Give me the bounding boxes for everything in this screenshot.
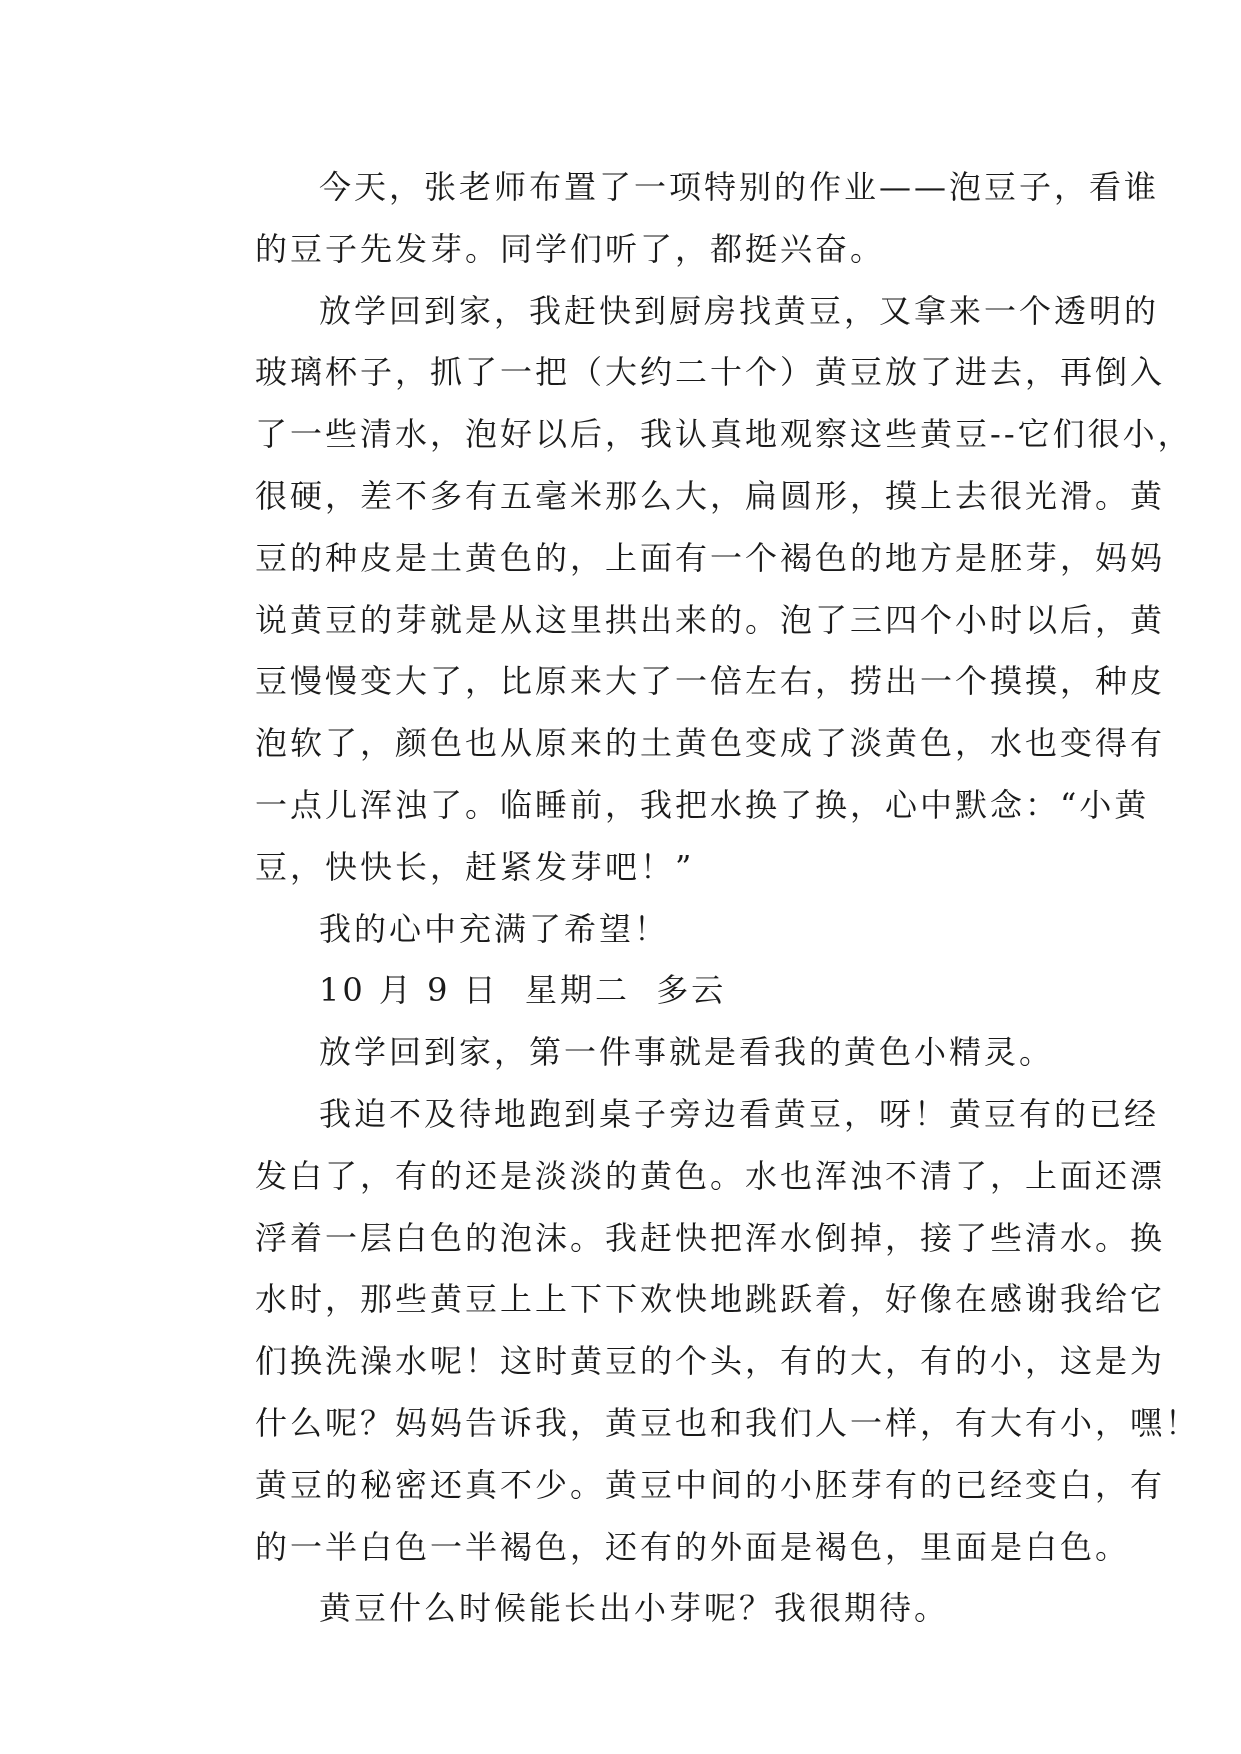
- text-line: 我迫不及待地跑到桌子旁边看黄豆，呀！黄豆有的已经: [319, 1094, 1160, 1133]
- paragraph-observation: [191, 1084, 1201, 1578]
- text-line: 豆的种皮是土黄色的，上面有一个褐色的地方是胚芽，妈妈: [255, 538, 1166, 577]
- text-line: 放学回到家，第一件事就是看我的黄色小精灵。: [319, 1033, 1055, 1072]
- date-heading: [191, 960, 1051, 1022]
- text-line: 说黄豆的芽就是从这里拱出来的。泡了三四个小时以后，黄: [255, 600, 1166, 639]
- paragraph-after-school: [191, 1022, 1055, 1084]
- date-heading-text: 10 月 9 日 星期二 多云: [319, 971, 727, 1010]
- text-line: 豆，快快长，赶紧发芽吧！”: [255, 847, 695, 886]
- text-line: 了一些清水，泡好以后，我认真地观察这些黄豆--它们很小，: [255, 415, 1193, 454]
- text-line: 浮着一层白色的泡沫。我赶快把浑水倒掉，接了些清水。换: [255, 1218, 1166, 1257]
- paragraph-homework-intro: [191, 157, 1160, 281]
- text-line: 们换洗澡水呢！这时黄豆的个头，有的大，有的小，这是为: [255, 1342, 1166, 1381]
- text-line: 什么呢？妈妈告诉我，黄豆也和我们人一样，有大有小，嘿！: [255, 1403, 1201, 1442]
- text-line: 泡软了，颜色也从原来的土黄色变成了淡黄色，水也变得有: [255, 724, 1166, 763]
- text-line: 黄豆的秘密还真不少。黄豆中间的小胚芽有的已经变白，有: [255, 1465, 1166, 1504]
- text-line: 豆慢慢变大了，比原来大了一倍左右，捞出一个摸摸，种皮: [255, 662, 1166, 701]
- text-line: 发白了，有的还是淡淡的黄色。水也浑浊不清了，上面还漂: [255, 1156, 1166, 1195]
- text-line: 一点儿浑浊了。临睡前，我把水换了换，心中默念：“小黄: [255, 785, 1150, 824]
- text-line: 玻璃杯子，抓了一把（大约二十个）黄豆放了进去，再倒入: [255, 353, 1166, 392]
- text-line: 很硬，差不多有五毫米那么大，扁圆形，摸上去很光滑。黄: [255, 476, 1166, 515]
- text-line: 黄豆什么时候能长出小芽呢？我很期待。: [319, 1589, 950, 1628]
- text-line: 的一半白色一半褐色，还有的外面是褐色，里面是白色。: [255, 1527, 1131, 1566]
- text-line: 我的心中充满了希望！: [319, 909, 670, 948]
- paragraph-hope: [191, 899, 1051, 961]
- text-line: 放学回到家，我赶快到厨房找黄豆，又拿来一个透明的: [319, 291, 1160, 330]
- text-line: 的豆子先发芽。同学们听了，都挺兴奋。: [255, 229, 886, 268]
- diary-text: [191, 157, 1201, 1640]
- paragraph-soaking-beans: [191, 281, 1193, 899]
- paragraph-expectation: [191, 1578, 1051, 1640]
- text-line: 水时，那些黄豆上上下下欢快地跳跃着，好像在感谢我给它: [255, 1280, 1166, 1319]
- text-line: 今天，张老师布置了一项特别的作业——泡豆子，看谁: [319, 168, 1160, 206]
